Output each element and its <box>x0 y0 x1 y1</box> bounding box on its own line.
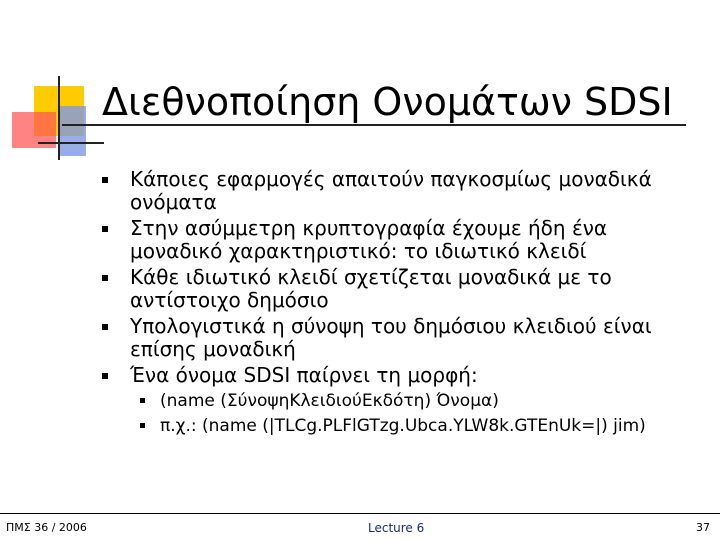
bullet-item <box>100 315 700 361</box>
title-underline <box>62 124 686 126</box>
slide-title: Διεθνοποίηση Ονομάτων SDSI <box>102 80 673 124</box>
bullet-item <box>100 364 700 387</box>
bullet-text: Ένα όνομα SDSI παίρνει τη μορφή: <box>130 363 478 387</box>
bullet-text: Κάποιες εφαρμογές απαιτούν παγκοσμίως μοναδικά ονόματα <box>130 167 652 214</box>
sub-bullet-text: (name (ΣύνοψηΚλειδιούΕκδότη) Όνομα) <box>160 391 499 411</box>
bullet-item <box>100 168 700 214</box>
logo-vertical-line <box>58 76 60 160</box>
bullet-text: Κάθε ιδιωτικό κλειδί σχετίζεται μοναδικά με το αντίστοιχο δημόσιο <box>130 265 612 312</box>
footer-divider <box>0 513 720 514</box>
bullet-text: Υπολογιστικά η σύνοψη του δημόσιου κλειδιού είναι επίσης μοναδική <box>130 314 652 361</box>
sub-bullet-item <box>100 390 700 412</box>
sub-bullet-item <box>100 415 700 437</box>
square-bullet-icon <box>102 373 108 379</box>
page-number: 37 <box>696 521 710 534</box>
footer-course: ΠΜΣ 36 / 2006 <box>6 521 87 534</box>
logo-horizontal-line <box>38 142 104 144</box>
square-bullet-icon <box>102 226 108 232</box>
footer-lecture: Lecture 6 <box>368 521 425 535</box>
square-bullet-icon <box>102 275 108 281</box>
square-bullet-icon <box>102 177 108 183</box>
slide-logo <box>0 0 110 170</box>
square-bullet-icon <box>140 423 145 428</box>
logo-blue-bar <box>58 106 86 156</box>
square-bullet-icon <box>102 324 108 330</box>
square-bullet-icon <box>140 398 145 403</box>
bullet-text: Στην ασύμμετρη κρυπτογραφία έχουμε ήδη ένα μοναδικό χαρακτηριστικό: το ιδιωτικό κλειδί <box>130 216 608 263</box>
bullet-list <box>100 168 700 440</box>
sub-bullet-text: π.χ.: (name (|TLCg.PLFlGTzg.Ubca.YLW8k.GTEnUk=|) jim) <box>160 416 646 436</box>
bullet-item <box>100 266 700 312</box>
bullet-item <box>100 217 700 263</box>
